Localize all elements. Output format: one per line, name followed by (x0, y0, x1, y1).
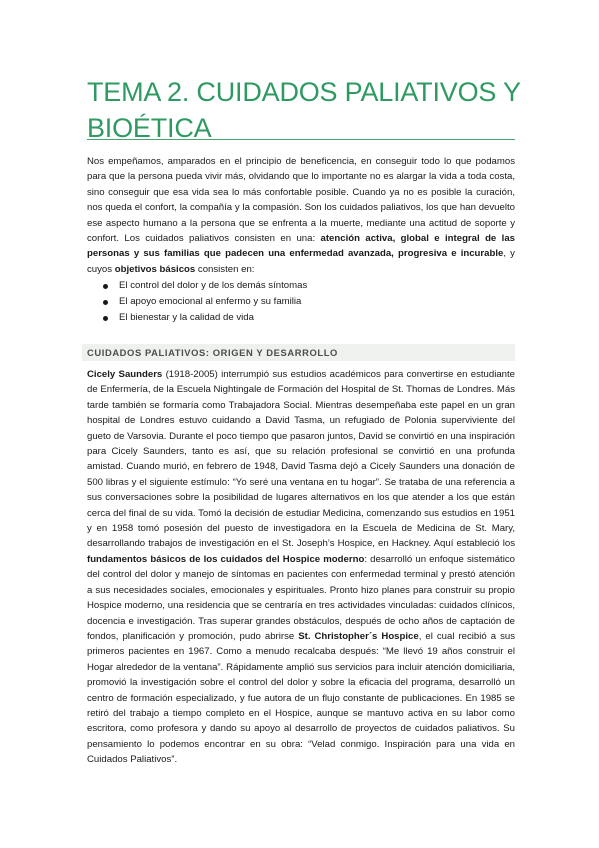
intro-text-3: consisten en: (195, 263, 255, 275)
section-paragraph (87, 367, 515, 768)
list-item (103, 294, 503, 310)
bullet-icon (103, 300, 108, 305)
objectives-list (103, 278, 503, 326)
list-item (103, 310, 503, 326)
intro-text-2: , y cuyos (87, 248, 515, 275)
bullet-icon (103, 316, 108, 321)
title-underline (87, 139, 515, 140)
list-item (103, 278, 503, 294)
section-text-3: , el cual recibió a sus primeros pacientes en 1967. Como a menudo recalcaba después: “Me llevó 19 años construir el Hogar alrededor de la ventana”. Rápidamente amplió sus servicios para incluir atención domiciliaria, promovió la investigación sobre el control del dolor y sobre la eficacia del programa, desarrolló un centro de formación especializado, y fue autora de un flujo constante de publicaciones. En 1985 se retiró del trabajo a tiempo completo en el Hospice, aunque se mantuvo activa en su labor como escritora, como profesora y dando su apoyo al desarrollo de proyectos de cuidados paliativos. Su pensamiento lo podemos encontrar en su obra: “Velad conmigo. Inspiración para una vida en Cuidados Paliativos”. (87, 630, 515, 766)
section-bold-hospice: St. Christopher´s Hospice (298, 630, 419, 642)
list-item-text: El apoyo emocional al enfermo y su familia (119, 296, 302, 307)
intro-bold-definition: atención activa, global e integral de las personas y sus familias que padecen una enfermedad avanzada, progresiva e incurable (87, 233, 515, 260)
intro-text-1: Nos empeñamos, amparados en el principio de beneficencia, en conseguir todo lo que podamos para que la persona pueda vivir más, olvidando que lo importante no es alargar la vida a toda costa, sino conseguir que esa vida sea lo más confortable posible. Cuando ya no es posible la curación, nos queda el confort, la compañía y la compasión. Son los cuidados paliativos, los que han devuelto ese aspecto humano a la persona que se enfrenta a la muerte, mediante una actitud de soporte y confort. Los cuidados paliativos consisten en una: (87, 156, 515, 245)
page-title: TEMA 2. CUIDADOS PALIATIVOS Y BIOÉTICA (87, 77, 521, 143)
bullet-icon (103, 284, 108, 289)
section-heading-bar (82, 344, 515, 361)
intro-paragraph (87, 154, 515, 277)
intro-bold-objectives: objetivos básicos (114, 263, 196, 275)
section-text-2: : desarrolló un enfoque sistemático del control del dolor y manejo de síntomas en pacientes con enfermedad terminal y prestó atención a sus necesidades sociales, emocionales y espirituales. Pronto hizo planes para construir su propio Hospice moderno, una residencia que se centraría en tres actividades vinculadas: cuidados clínicos, docencia e investigación. Tras superar grandes obstáculos, después de ocho años de captación de fondos, planificación y promoción, pudo abrirse (87, 553, 515, 642)
section-bold-foundations: fundamentos básicos de los cuidados del Hospice moderno (87, 553, 365, 565)
section-heading: CUIDADOS PALIATIVOS: ORIGEN Y DESARROLLO (87, 347, 338, 358)
list-item-text: El control del dolor y de los demás síntomas (119, 280, 308, 291)
section-text-1: (1918-2005) interrumpió sus estudios académicos para convertirse en estudiante de Enfermería, de la Escuela Nightingale de Formación del Hospital de St. Thomas de Londres. Más tarde también se formaría como Trabajadora Social. Mientras desempeñaba este papel en un gran hospital de Londres estuvo cuidando a David Tasma, un refugiado de Polonia superviviente del gueto de Varsovia. Durante el poco tiempo que pasaron juntos, David se convirtió en una inspiración para Cicely Saunders, tanto es así, que su relación profesional se convirtió en una profunda amistad. Cuando murió, en febrero de 1948, David Tasma dejó a Cicely Saunders una donación de 500 libras y el siguiente estímulo: “Yo seré una ventana en tu hogar”. Se trataba de una referencia a sus conversaciones sobre la posibilidad de lugares alternativos en los que atender a los que están cerca del final de su vida. Tomó la decisión de estudiar Medicina, comenzando sus estudios en 1951 y en 1958 tomó posesión del puesto de investigadora en la Escuela de Medicina de St. Mary, desarrollando trabajos de investigación en el St. Joseph’s Hospice, en Hackney. Aquí estableció los (87, 369, 516, 550)
person-name: Cicely Saunders (87, 369, 163, 380)
list-item-text: El bienestar y la calidad de vida (119, 312, 254, 323)
